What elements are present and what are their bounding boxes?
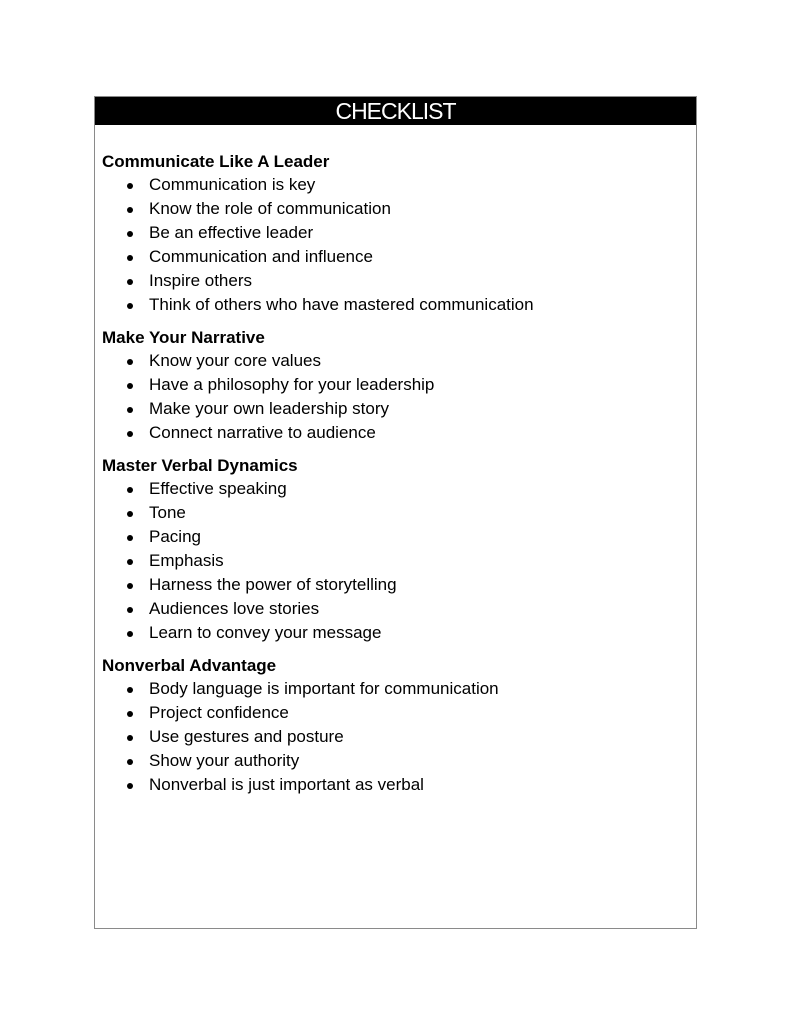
checklist-box [94, 96, 697, 929]
bullet-icon [127, 255, 133, 261]
bullet-icon [127, 735, 133, 741]
bullet-icon [127, 231, 133, 237]
list-item [102, 173, 696, 197]
bullet-icon [127, 383, 133, 389]
list-item [102, 573, 696, 597]
list-item-text: Know your core values [149, 351, 321, 370]
item-list [102, 677, 696, 797]
list-item-text: Body language is important for communication [149, 679, 499, 698]
list-item [102, 221, 696, 245]
bullet-icon [127, 431, 133, 437]
section-master-verbal-dynamics [102, 455, 696, 645]
bullet-icon [127, 631, 133, 637]
list-item-text: Connect narrative to audience [149, 423, 376, 442]
bullet-icon [127, 535, 133, 541]
list-item-text: Effective speaking [149, 479, 287, 498]
bullet-icon [127, 759, 133, 765]
list-item-text: Emphasis [149, 551, 224, 570]
list-item-text: Show your authority [149, 751, 300, 770]
list-item [102, 749, 696, 773]
item-list [102, 349, 696, 445]
list-item [102, 549, 696, 573]
list-item-text: Think of others who have mastered communication [149, 295, 534, 314]
bullet-icon [127, 407, 133, 413]
list-item [102, 269, 696, 293]
list-item-text: Have a philosophy for your leadership [149, 375, 435, 394]
bullet-icon [127, 303, 133, 309]
bullet-icon [127, 487, 133, 493]
list-item-text: Know the role of communication [149, 199, 391, 218]
list-item-text: Communication is key [149, 175, 316, 194]
list-item-text: Harness the power of storytelling [149, 575, 397, 594]
list-item [102, 349, 696, 373]
bullet-icon [127, 207, 133, 213]
checklist-title: CHECKLIST [95, 97, 696, 125]
list-item [102, 197, 696, 221]
list-item [102, 773, 696, 797]
bullet-icon [127, 607, 133, 613]
list-item-text: Tone [149, 503, 186, 522]
bullet-icon [127, 583, 133, 589]
list-item-text: Communication and influence [149, 247, 373, 266]
section-heading: Communicate Like A Leader [102, 152, 330, 171]
list-item [102, 293, 696, 317]
bullet-icon [127, 783, 133, 789]
bullet-icon [127, 711, 133, 717]
list-item [102, 725, 696, 749]
list-item-text: Learn to convey your message [149, 623, 382, 642]
list-item-text: Nonverbal is just important as verbal [149, 775, 424, 794]
section-nonverbal-advantage [102, 655, 696, 797]
list-item [102, 701, 696, 725]
bullet-icon [127, 559, 133, 565]
list-item [102, 245, 696, 269]
list-item [102, 397, 696, 421]
list-item [102, 597, 696, 621]
item-list [102, 173, 696, 317]
bullet-icon [127, 511, 133, 517]
bullet-icon [127, 183, 133, 189]
list-item [102, 621, 696, 645]
list-item-text: Use gestures and posture [149, 727, 344, 746]
list-item [102, 421, 696, 445]
list-item-text: Project confidence [149, 703, 289, 722]
list-item-text: Audiences love stories [149, 599, 320, 618]
list-item [102, 501, 696, 525]
list-item [102, 477, 696, 501]
bullet-icon [127, 359, 133, 365]
list-item [102, 677, 696, 701]
section-heading: Master Verbal Dynamics [102, 456, 298, 475]
list-item-text: Be an effective leader [149, 223, 314, 242]
bullet-icon [127, 279, 133, 285]
list-item-text: Inspire others [149, 271, 252, 290]
section-heading: Nonverbal Advantage [102, 656, 277, 675]
section-heading: Make Your Narrative [102, 328, 265, 347]
checklist-content [95, 125, 696, 797]
bullet-icon [127, 687, 133, 693]
section-make-your-narrative [102, 327, 696, 445]
section-communicate-like-a-leader [102, 151, 696, 317]
list-item [102, 373, 696, 397]
item-list [102, 477, 696, 645]
list-item-text: Make your own leadership story [149, 399, 390, 418]
list-item [102, 525, 696, 549]
list-item-text: Pacing [149, 527, 201, 546]
